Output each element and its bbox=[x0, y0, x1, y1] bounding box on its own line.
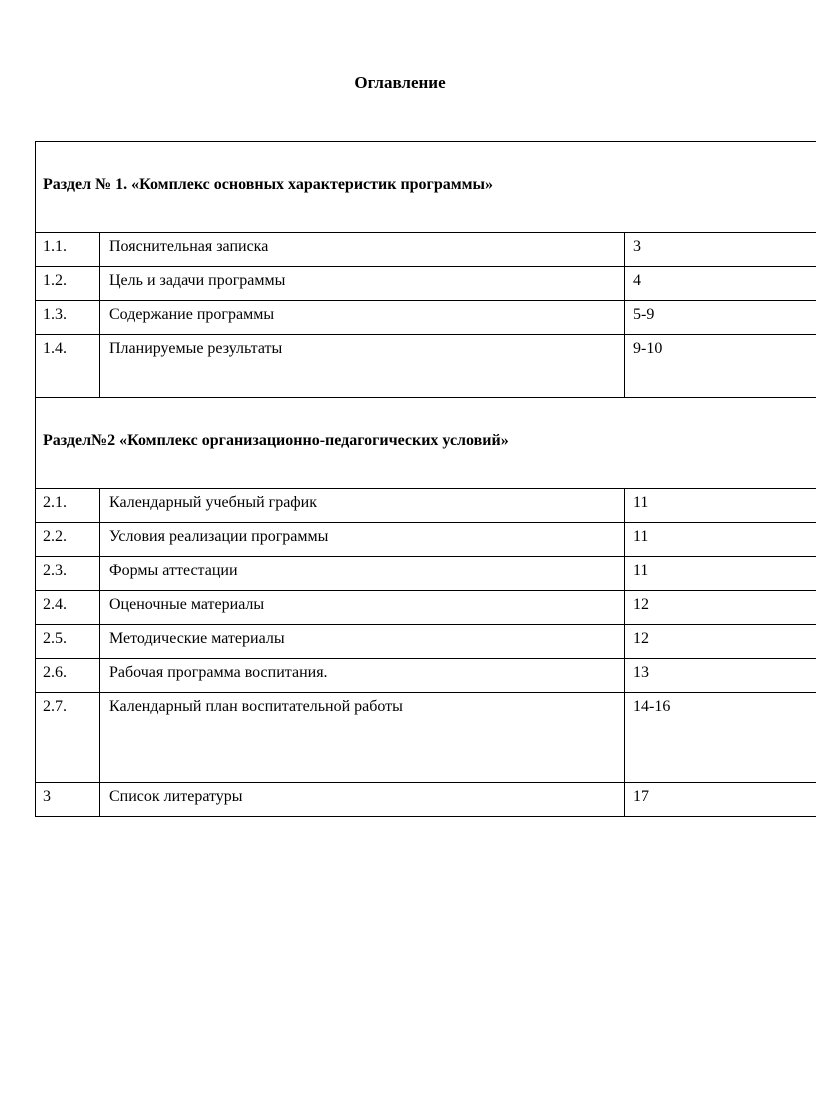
item-title: Цель и задачи программы bbox=[100, 267, 625, 301]
item-title: Условия реализации программы bbox=[100, 523, 625, 557]
item-page: 14-16 bbox=[625, 693, 816, 783]
section-1-heading-row bbox=[36, 142, 816, 233]
item-title: Календарный план воспитательной работы bbox=[100, 693, 625, 783]
item-title: Содержание программы bbox=[100, 301, 625, 335]
item-title: Рабочая программа воспитания. bbox=[100, 659, 625, 693]
item-title: Календарный учебный график bbox=[100, 489, 625, 523]
table-row bbox=[36, 233, 816, 267]
section-1-heading-cell bbox=[36, 142, 816, 233]
item-number: 1.2. bbox=[36, 267, 100, 301]
section-1-heading: Раздел № 1. «Комплекс основных характеристик программы» bbox=[43, 176, 494, 193]
item-page: 11 bbox=[625, 523, 816, 557]
table-row bbox=[36, 659, 816, 693]
item-number: 3 bbox=[36, 783, 100, 817]
item-page: 12 bbox=[625, 625, 816, 659]
item-number: 2.5. bbox=[36, 625, 100, 659]
page-title: Оглавление bbox=[354, 73, 446, 92]
table-row bbox=[36, 625, 816, 659]
table-row bbox=[36, 591, 816, 625]
table-row bbox=[36, 267, 816, 301]
item-page: 5-9 bbox=[625, 301, 816, 335]
item-number: 2.2. bbox=[36, 523, 100, 557]
item-number: 1.1. bbox=[36, 233, 100, 267]
item-number: 2.4. bbox=[36, 591, 100, 625]
table-row bbox=[36, 693, 816, 783]
table-row bbox=[36, 489, 816, 523]
table-row bbox=[36, 523, 816, 557]
item-number: 2.7. bbox=[36, 693, 100, 783]
table-of-contents bbox=[35, 141, 816, 817]
item-page: 12 bbox=[625, 591, 816, 625]
item-page: 11 bbox=[625, 489, 816, 523]
item-page: 11 bbox=[625, 557, 816, 591]
table-row bbox=[36, 335, 816, 398]
item-title: Планируемые результаты bbox=[100, 335, 625, 398]
item-number: 2.6. bbox=[36, 659, 100, 693]
item-number: 1.3. bbox=[36, 301, 100, 335]
references-row bbox=[36, 783, 816, 817]
item-number: 2.1. bbox=[36, 489, 100, 523]
section-2-heading-row bbox=[36, 398, 816, 489]
section-2-heading: Раздел№2 «Комплекс организационно-педагогических условий» bbox=[43, 432, 509, 449]
item-page: 17 bbox=[625, 783, 816, 817]
table-row bbox=[36, 301, 816, 335]
table-row bbox=[36, 557, 816, 591]
section-2-heading-cell bbox=[36, 398, 816, 489]
item-title: Формы аттестации bbox=[100, 557, 625, 591]
item-title: Методические материалы bbox=[100, 625, 625, 659]
item-title: Пояснительная записка bbox=[100, 233, 625, 267]
item-title: Список литературы bbox=[100, 783, 625, 817]
item-number: 1.4. bbox=[36, 335, 100, 398]
item-page: 13 bbox=[625, 659, 816, 693]
item-page: 4 bbox=[625, 267, 816, 301]
item-title: Оценочные материалы bbox=[100, 591, 625, 625]
item-page: 3 bbox=[625, 233, 816, 267]
item-number: 2.3. bbox=[36, 557, 100, 591]
item-page: 9-10 bbox=[625, 335, 816, 398]
